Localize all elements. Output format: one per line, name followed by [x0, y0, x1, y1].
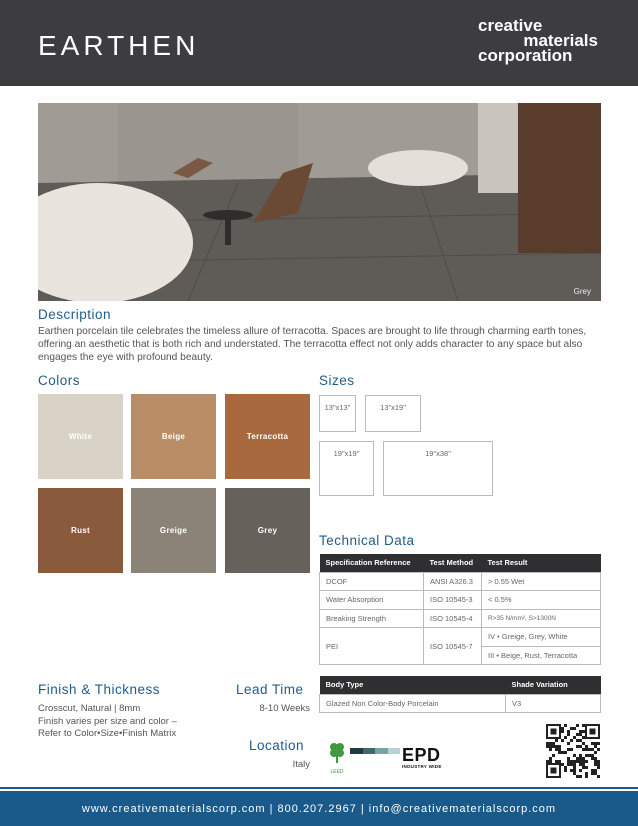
table-cell: R>35 N/mm², S>1300N — [482, 609, 601, 628]
swatch-label: Beige — [161, 432, 186, 441]
table-cell: V3 — [506, 694, 601, 712]
table-header: Test Method — [424, 554, 482, 572]
logo-line-1: creative — [478, 16, 543, 35]
table-cell: ISO 10545-7 — [424, 628, 482, 665]
table-header: Body Type — [320, 676, 506, 694]
epd-subtext: INDUSTRY WIDE — [402, 764, 442, 769]
size-19x38: 19"x38" — [383, 441, 493, 496]
hero-caption: Grey — [573, 287, 591, 296]
finish-line: Finish varies per size and color – — [38, 715, 177, 727]
leed-logo — [328, 741, 346, 775]
table-cell: IV • Greige, Grey, White — [482, 628, 601, 647]
color-swatch-white — [38, 394, 123, 479]
color-swatch-grey — [225, 488, 310, 573]
logo-line-3: corporation — [478, 46, 573, 65]
leed-label: LEED — [330, 769, 344, 775]
footer-contact: www.creativematerialscorp.com | 800.207.2967 | info@creativematerialscorp.com — [0, 791, 638, 826]
technical-data-table — [319, 554, 601, 665]
table-cell: Glazed Non Color-Body Porcelain — [320, 694, 506, 712]
swatch-label: Rust — [71, 526, 90, 535]
table-cell: III • Beige, Rust, Terracotta — [482, 646, 601, 665]
table-cell: Breaking Strength — [320, 609, 424, 628]
brand-title: EARTHEN — [38, 30, 200, 61]
size-19x19: 19"x19" — [319, 441, 374, 496]
table-row — [320, 609, 601, 628]
table-cell: DCOF — [320, 572, 424, 591]
header-bar — [0, 0, 638, 86]
finish-text — [38, 703, 177, 741]
technical-heading: Technical Data — [319, 533, 415, 548]
location-heading: Location — [249, 738, 305, 753]
location-value: Italy — [292, 759, 310, 770]
color-swatch-terracotta — [225, 394, 310, 479]
body-type-table — [319, 676, 601, 713]
color-swatch-beige — [131, 394, 216, 479]
table-cell: < 0.5% — [482, 591, 601, 610]
table-row — [320, 591, 601, 610]
color-swatch-rust — [38, 488, 123, 573]
table-cell: ISO 10545-4 — [424, 609, 482, 628]
hero-image — [38, 103, 601, 301]
table-cell: > 0.55 Wet — [482, 572, 601, 591]
footer-divider — [0, 787, 638, 789]
table-header-row — [320, 676, 601, 694]
logo-line-2: materials — [523, 31, 598, 50]
size-13x19: 13"x19" — [365, 395, 421, 432]
colors-heading: Colors — [38, 373, 81, 388]
table-cell: ISO 10545-3 — [424, 591, 482, 610]
swatch-label: Terracotta — [246, 432, 289, 441]
company-logo — [478, 18, 598, 63]
table-cell: Water Absorption — [320, 591, 424, 610]
description-text: Earthen porcelain tile celebrates the timeless allure of terracotta. Spaces are brought to life through charming earth tones, offering an aesthetic that is both rich and understated. The terracotta effect not only adds character to any space but also engages the eye with profound beauty. — [38, 326, 587, 363]
swatch-label: Grey — [257, 526, 278, 535]
table-cell: PEI — [320, 628, 424, 665]
color-strip-icon — [350, 748, 400, 754]
lead-time-value: 8-10 Weeks — [259, 703, 310, 714]
table-row — [320, 628, 601, 647]
sizes-heading: Sizes — [319, 373, 355, 388]
epd-text: EPD — [402, 745, 441, 765]
table-header-row — [320, 554, 601, 572]
table-cell: ANSI A326.3 — [424, 572, 482, 591]
table-header: Shade Variation — [506, 676, 601, 694]
table-row — [320, 694, 601, 712]
table-header: Test Result — [482, 554, 601, 572]
table-header: Specification Reference — [320, 554, 424, 572]
finish-line: Crosscut, Natural | 8mm — [38, 703, 141, 714]
size-13x13: 13"x13" — [319, 395, 356, 432]
lead-time-heading: Lead Time — [236, 682, 304, 697]
swatch-label: White — [68, 432, 93, 441]
epd-logo — [402, 746, 442, 769]
table-row — [320, 572, 601, 591]
finish-heading: Finish & Thickness — [38, 682, 161, 697]
swatch-label: Greige — [159, 526, 188, 535]
description-heading: Description — [38, 307, 112, 322]
qr-code-icon[interactable] — [546, 724, 600, 778]
color-swatch-greige — [131, 488, 216, 573]
finish-line: Refer to Color•Size•Finish Matrix — [38, 728, 177, 739]
